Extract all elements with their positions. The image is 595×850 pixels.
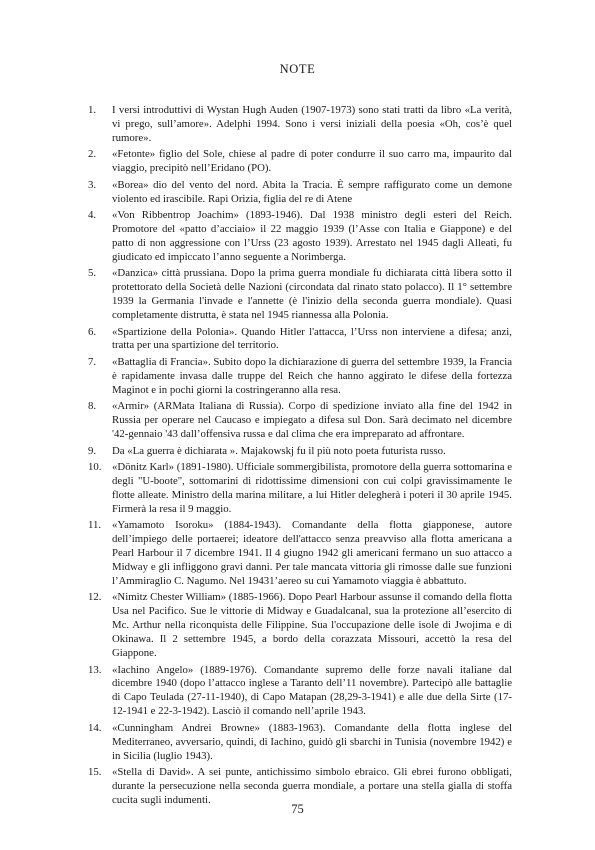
note-number: 15. — [88, 766, 102, 779]
note-text: I versi introduttivi di Wystan Hugh Auden (1907-1973) sono stati tratti da libro «La verità, vi prego, sull’amore». Adelphi 1994. Sono i versi iniziali della poesia «Oh, cos’è quel rumore». — [112, 104, 512, 144]
note-text: «Von Ribbentrop Joachim» (1893-1946). Dal 1938 ministro degli esteri del Reich. Promotore del «patto d’acciaio» il 22 maggio 1939 (l’Asse con Italia e Giappone) e del patto di non aggressione con l’Urss (23 agosto 1939). Arrestato nel 1945 dagli Alleati, fu giudicato ed impiccato l’anno seguente a Norimberga. — [112, 209, 512, 263]
note-number: 2. — [88, 148, 97, 161]
note-item — [88, 148, 512, 176]
note-number: 3. — [88, 178, 97, 191]
note-item — [88, 722, 512, 764]
note-number: 7. — [88, 355, 97, 368]
note-number: 11. — [88, 519, 102, 532]
note-item — [88, 445, 512, 459]
note-text: «Armir» (ARMata Italiana di Russia). Corpo di spedizione inviato alla fine del 1942 in Russia per operare nel Caucaso e impiegato a difesa sul Don. Sarà decimato nel dicembre '42-gennaio '43 dall’offensiva russa e dal clima che era impreparato ad affrontare. — [112, 400, 512, 441]
note-text: «Spartizione della Polonia». Quando Hitler l'attacca, l’Urss non interviene a difesa; anzi, tratta per una spartizione del territorio. — [112, 325, 512, 352]
page-title: NOTE — [279, 62, 316, 76]
notes-list — [88, 104, 512, 810]
note-text: «Borea» dio del vento del nord. Abita la Tracia. È sempre raffigurato come un demone violento ed irascibile. Rapì Orizia, figlia del re di Atene — [112, 178, 512, 205]
note-item — [88, 519, 512, 589]
note-number: 9. — [88, 444, 97, 457]
note-text: «Battaglia di Francia». Subito dopo la dichiarazione di guerra del settembre 1939, la Francia è rapidamente invasa dalle truppe del Reich che hanno aggirato le difese della fortezza Maginot e in pochi giorni la costringeranno alla resa. — [112, 355, 512, 396]
note-number: 6. — [88, 325, 97, 338]
note-item — [88, 104, 512, 146]
note-number: 5. — [88, 267, 97, 280]
note-item — [88, 664, 512, 720]
note-text: «Danzica» città prussiana. Dopo la prima guerra mondiale fu dichiarata città libera sotto il protettorato della Società delle Nazioni (circondata dal rinato stato polacco). Il 1° settembre 1939 la Germania l'invade e l'annette (è l'inizio della seconda guerra mondiale). Quasi completamente distrutta, è stata nel 1945 riannessa alla Polonia. — [112, 267, 512, 322]
note-number: 8. — [88, 400, 97, 413]
note-number: 13. — [88, 663, 102, 676]
note-text: «Dönitz Karl» (1891-1980). Ufficiale sommergibilista, promotore della guerra sottomarina e degli "U-boote", sottomarini di ridottissime dimensioni con cui colpi gravissimamente le flotte alleate. Ministro della marina militare, a lui Hitler delegherà i poteri il 30 aprile 1945. Firmerà la resa il 9 maggio. — [112, 461, 512, 515]
note-item — [88, 356, 512, 398]
note-text: «Fetonte» figlio del Sole, chiese al padre di poter condurre il suo carro ma, impaurito dal viaggio, precipitò nell’Eridano (PO). — [112, 148, 512, 175]
note-item — [88, 326, 512, 354]
note-number: 4. — [88, 209, 97, 222]
page-number: 75 — [291, 802, 304, 816]
note-item — [88, 209, 512, 265]
note-item — [88, 400, 512, 442]
note-number: 14. — [88, 721, 102, 734]
note-number: 10. — [88, 461, 102, 474]
note-number: 12. — [88, 591, 102, 604]
note-number: 1. — [88, 104, 97, 116]
note-item — [88, 591, 512, 661]
note-text: «Yamamoto Isoroku» (1884-1943). Comandante della flotta giapponese, autore dell’impiego delle portaerei; ideatore dell'attacco senza preavviso alla flotta americana a Pearl Harbour il 7 dicembre 1941. Il 4 giugno 1942 gli americani fermano un suo attacco a Midway e gli infliggono gravi danni. Per tale mancata vittoria gli rimosse dalle sue funzioni l’Ammiraglio C. Nagumo. Nel 19431’aereo su cui Yamamoto viaggia è abbattuto. — [112, 519, 512, 587]
note-text: Da «La guerra è dichiarata ». Majakowskj fu il più noto poeta futurista russo. — [112, 444, 446, 457]
note-text: «Nimitz Chester William» (1885-1966). Dopo Pearl Harbour assunse il comando della flotta Usa nel Pacifico. Sue le vittorie di Midway e Guadalcanal, sua la protezione all’esercito di Mc. Arthur nella riconquista delle Filippine. Sua l'occupazione delle isole di Jwojima e di Okinawa. Il 2 settembre 1945, a bordo della corazzata Missouri, accettò la resa del Giappone. — [112, 591, 512, 660]
note-item — [88, 461, 512, 517]
note-item — [88, 267, 512, 323]
note-text: «Iachino Angelo» (1889-1976). Comandante supremo delle forze navali italiane dal dicembre 1940 (dopo l’attacco inglese a Taranto dell’11 novembre). Partecipò alle battaglie di Capo Teulada (27-11-1940), di Capo Matapan (28,29-3-1941) e alle due della Sirte (17-12-1941 e 22-3-1942). Lasciò il comando nell’aprile 1943. — [112, 663, 512, 718]
note-item — [88, 179, 512, 207]
note-text: «Stella di David». A sei punte, antichissimo simbolo ebraico. Gli ebrei furono obbligati, durante la persecuzione nella seconda guerra mondiale, a portare una stella gialla di stoffa cucita sugli indumenti. — [112, 766, 512, 806]
note-text: «Cunningham Andrei Browne» (1883-1963). Comandante della flotta inglese del Mediterraneo, avversario, quindi, di Iachino, guidò gli sbarchi in Tunisia (novembre 1942) e in Sicilia (luglio 1943). — [112, 721, 512, 762]
